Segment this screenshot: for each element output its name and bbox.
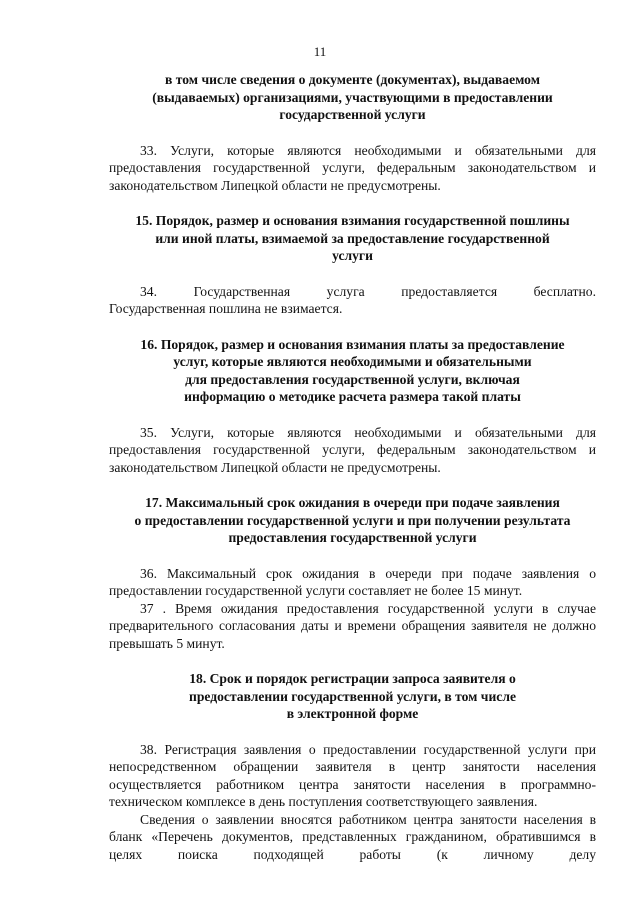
section-heading-18 <box>109 670 596 723</box>
paragraph-34-tail: Государственная пошлина не взимается. <box>109 301 343 316</box>
word: бесплатно. <box>533 283 596 299</box>
heading-line: о предоставлении государственной услуги и при получении результата <box>134 512 571 528</box>
heading-line: предоставлении государственной услуги, в том числе <box>188 688 516 704</box>
paragraph-38-continued: Сведения о заявлении вносятся работником центра занятости населения в бланк «Перечень документов, представленных гражданином, обратившимся в целях поиска подходящей работы (к личному делу <box>109 811 596 862</box>
heading-line: 18. Срок и порядок регистрации запроса заявителя о <box>189 671 516 686</box>
word: 34. <box>140 283 157 299</box>
heading-line: 17. Максимальный срок ожидания в очереди при подаче заявления <box>145 495 560 510</box>
paragraph-38: 38. Регистрация заявления о предоставлении государственной услуги при непосредственном обращении заявителя в центр занятости населения осуществляется работником центра занятости населения в программно-техническом комплексе в день поступления соответствующего заявления. <box>109 741 596 809</box>
heading-line: в том числе сведения о документе (документах), выдаваемом <box>165 72 540 87</box>
paragraph-36: 36. Максимальный срок ожидания в очереди при подаче заявления о предоставлении государственной услуги составляет не более 15 минут. <box>109 565 596 598</box>
heading-line: государственной услуги <box>279 107 426 122</box>
section-heading-17 <box>109 494 596 547</box>
word: Государственная <box>193 283 291 299</box>
heading-line: (выдаваемых) организациями, участвующими в предоставлении <box>152 89 553 105</box>
page-number: 11 <box>313 44 327 59</box>
document-body <box>109 71 596 863</box>
paragraph-34-first-line <box>109 283 596 301</box>
heading-line: предоставления государственной услуги <box>228 530 477 545</box>
section-heading-intro <box>109 71 596 124</box>
word: услуга <box>326 283 365 299</box>
paragraph-33: 33. Услуги, которые являются необходимыми и обязательными для предоставления государственной услуги, федеральным законодательством и законодательством Липецкой области не предусмотрены. <box>109 142 596 193</box>
section-heading-16 <box>109 336 596 406</box>
word: предоставляется <box>401 283 498 299</box>
heading-line: услуг, которые являются необходимыми и обязательными <box>173 354 532 369</box>
paragraph-37: 37 . Время ожидания предоставления государственной услуги в случае предварительного согласования даты и времени обращения заявителя не должно превышать 5 минут. <box>109 600 596 651</box>
heading-line: в электронной форме <box>286 706 419 721</box>
heading-line: для предоставления государственной услуги, включая <box>185 371 520 387</box>
paragraph-35: 35. Услуги, которые являются необходимыми и обязательными для предоставления государственной услуги, федеральным законодательством и законодательством Липецкой области не предусмотрены. <box>109 424 596 475</box>
section-heading-15 <box>109 212 596 265</box>
heading-line: 15. Порядок, размер и основания взимания государственной пошлины <box>135 213 570 228</box>
heading-line: информацию о методике расчета размера такой платы <box>184 389 521 404</box>
heading-line: услуги <box>332 248 373 263</box>
heading-line: 16. Порядок, размер и основания взимания платы за предоставление <box>140 336 565 352</box>
heading-line: или иной платы, взимаемой за предоставление государственной <box>155 230 550 246</box>
